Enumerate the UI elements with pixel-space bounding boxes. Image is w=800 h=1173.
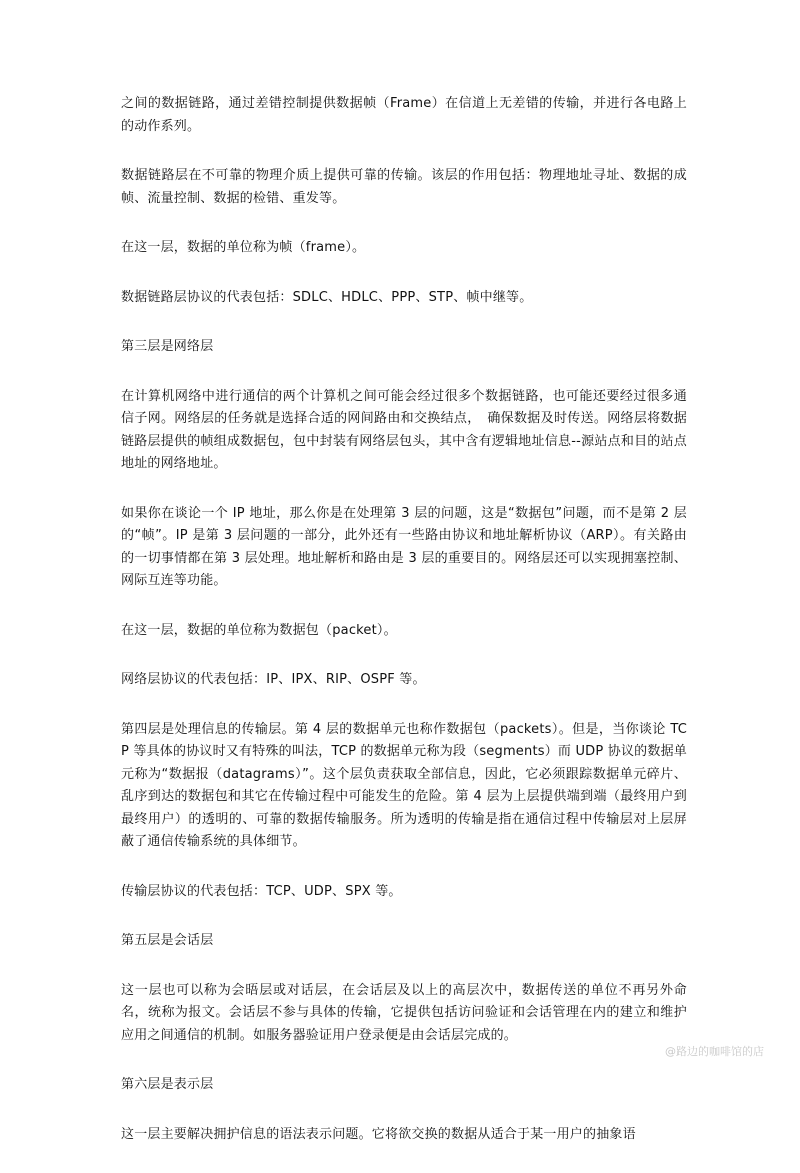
paragraph-transport-protocols: 传输层协议的代表包括：TCP、UDP、SPX 等。 [121,883,402,899]
paragraph-datalink-unit: 在这一层，数据的单位称为帧（frame）。 [121,240,366,255]
heading-network-layer: 第三层是网络层 [121,339,214,354]
paragraph-presentation-layer: 这一层主要解决拥护信息的语法表示问题。它将欲交换的数据从适合于某一用户的抽象语 [121,1126,636,1142]
heading-presentation-layer: 第六层是表示层 [121,1077,214,1092]
paragraph-frame-transmission: 之间的数据链路，通过差错控制提供数据帧（Frame）在信道上无差错的传输，并进行各电路上的动作系列。 [121,96,687,134]
document-body [121,93,687,1173]
paragraph-transport-layer: 第四层是处理信息的传输层。第 4 层的数据单元也称作数据包（packets）。但是，当你谈论 TCP 等具体的协议时又有特殊的叫法，TCP 的数据单元称为段（segments）而 UDP 协议的数据单元称为“数据报（datagrams）”。这个层负责获取全部信息，因此，它必须跟踪数据单元碎片、乱序到达的数据包和其它在传输过程中可能发生的危险。第 4 层为上层提供端到端（最终用户到最终用户）的透明的、可靠的数据传输服务。所为透明的传输是指在通信过程中传输层对上层屏蔽了通信传输系统的具体细节。 [121,721,687,849]
paragraph-ip-address: 如果你在谈论一个 IP 地址，那么你是在处理第 3 层的问题，这是“数据包”问题，而不是第 2 层的“帧”。IP 是第 3 层问题的一部分，此外还有一些路由协议和地址解析协议（ARP）。有关路由的一切事情都在第 3 层处理。地址解析和路由是 3 层的重要目的。网络层还可以实现拥塞控制、网际互连等功能。 [121,505,687,588]
heading-session-layer: 第五层是会话层 [121,933,214,948]
watermark-text: @路边的咖啡馆的店 [665,1045,764,1058]
paragraph-network-layer-task: 在计算机网络中进行通信的两个计算机之间可能会经过很多个数据链路，也可能还要经过很多通信子网。网络层的任务就是选择合适的网间路由和交换结点， 确保数据及时传送。网络层将数据链路层提供的帧组成数据包，包中封装有网络层包头，其中含有逻辑地址信息--源站点和目的站点地址的网络地址。 [121,388,687,471]
paragraph-network-protocols: 网络层协议的代表包括：IP、IPX、RIP、OSPF 等。 [121,672,426,687]
paragraph-network-unit: 在这一层，数据的单位称为数据包（packet）。 [121,622,397,638]
paragraph-datalink-protocols: 数据链路层协议的代表包括：SDLC、HDLC、PPP、STP、帧中继等。 [121,289,533,305]
paragraph-datalink-function: 数据链路层在不可靠的物理介质上提供可靠的传输。该层的作用包括：物理地址寻址、数据的成帧、流量控制、数据的检错、重发等。 [121,168,687,206]
paragraph-session-layer: 这一层也可以称为会晤层或对话层，在会话层及以上的高层次中，数据传送的单位不再另外命名，统称为报文。会话层不参与具体的传输，它提供包括访问验证和会话管理在内的建立和维护应用之间通信的机制。如服务器验证用户登录便是由会话层完成的。 [121,982,687,1043]
